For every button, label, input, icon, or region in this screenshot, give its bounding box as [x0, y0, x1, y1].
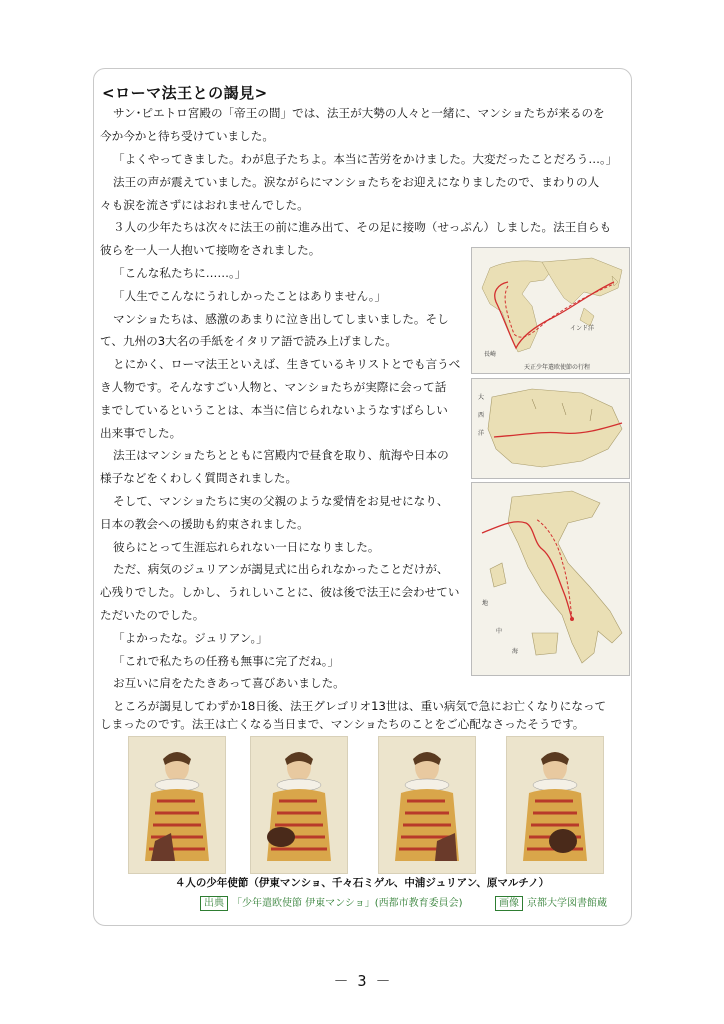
text-line: 出来事でした。 [100, 426, 182, 440]
text-line: お互いに肩をたたきあって喜びあいました。 [113, 676, 345, 690]
text-line: 彼らにとって生涯忘れられない一日になりました。 [113, 540, 380, 554]
map-label: 地 [482, 600, 489, 607]
text-line: とにかく、ローマ法王といえば、生きているキリストとでも言うべ [113, 357, 461, 371]
text-line: 「よくやってきました。わが息子たちよ。本当に苦労をかけました。大変だったことだろう…。」 [113, 152, 618, 166]
italy-route-map [471, 482, 630, 676]
text-line: そして、マンショたちに実の父親のような愛情をお見せになり、 [113, 494, 449, 508]
text-line: 心残りでした。しかし、うれしいことに、彼は後で法王に会わせてい [100, 585, 460, 599]
text-line: 様子などをくわしく質問されました。 [100, 471, 298, 485]
text-line: 今か今かと待ち受けていました。 [100, 129, 274, 143]
text-line: 「人生でこんなにうれしかったことはありません。」 [113, 289, 387, 303]
portrait-chijiwa-miguel [250, 736, 348, 874]
map-label: インド洋 [570, 325, 595, 332]
image-credit-text: 京都大学図書館蔵 [527, 898, 607, 909]
text-line: 「こんな私たちに……。」 [113, 266, 247, 280]
source-credit [200, 894, 463, 911]
map-label: 長崎 [484, 351, 497, 358]
text-line: ただ、病気のジュリアンが謁見式に出られなかったことだけが、 [113, 562, 449, 576]
text-line: マンショたちは、感激のあまりに泣き出してしまいました。そし [113, 312, 449, 326]
text-line: 「よかったな。ジュリアン。」 [113, 631, 268, 645]
portrait-hara-martinho [506, 736, 604, 874]
portrait-ito-mancio [128, 736, 226, 874]
text-line: ところが謁見してわずか18日後、法王グレゴリオ13世は、重い病気で急にお亡くなりになって [113, 699, 607, 713]
text-line: 「これで私たちの任務も無事に完了だね。」 [113, 654, 340, 668]
text-line: 彼らを一人一人抱いて接吻をされました。 [100, 243, 321, 257]
map-caption: 天正少年遣欧使節の行程 [524, 364, 591, 371]
section-title: <ローマ法王との謁見> [102, 84, 268, 102]
map-label: 海 [512, 648, 519, 655]
text-line: ただいたのでした。 [100, 608, 205, 622]
text-line: き人物です。そんなすごい人物と、マンショたちが実際に会って話 [100, 380, 447, 394]
text-line: ３人の少年たちは次々に法王の前に進み出て、その足に接吻（せっぷん）しました。法王自らも [113, 220, 612, 234]
text-line: サン･ピエトロ宮殿の「帝王の間」では、法王が大勢の人々と一緒に、マンショたちが来るのを [113, 106, 605, 120]
voyage-route-map [471, 247, 630, 374]
image-tag: 画像 [495, 896, 523, 911]
text-line: て、九州の3大名の手紙をイタリア語で読み上げました。 [100, 334, 397, 348]
map-label: 洋 [478, 430, 485, 437]
portraits-caption: ４人の少年使節（伊東マンショ、千々石ミゲル、中浦ジュリアン、原マルチノ） [174, 877, 550, 889]
text-line: 日本の教会への援助も約束されました。 [100, 517, 309, 531]
text-line: 法王の声が震えていました。涙ながらにマンショたちをお迎えになりましたので、まわりの人 [113, 175, 600, 189]
image-credit [495, 894, 607, 911]
map-label: 中 [496, 628, 503, 635]
text-line: しまったのです。法王は亡くなる当日まで、マンショたちのことをご心配なさったそうです。 [100, 717, 585, 731]
map-label: 大 [478, 394, 485, 401]
iberia-route-map [471, 378, 630, 479]
map-label: 西 [478, 412, 485, 419]
text-line: 法王はマンショたちとともに宮殿内で昼食を取り、航海や日本の [113, 448, 449, 462]
text-line: までしているということは、本当に信じられないようなすばらしい [100, 403, 448, 417]
text-line: 々も涙を流さずにはおれませんでした。 [100, 198, 309, 212]
source-text: 「少年遣欧使節 伊東マンショ」(西都市教育委員会) [232, 898, 463, 909]
portrait-nakaura-julian [378, 736, 476, 874]
page-number: － 3 － [333, 972, 391, 990]
source-tag: 出典 [200, 896, 228, 911]
